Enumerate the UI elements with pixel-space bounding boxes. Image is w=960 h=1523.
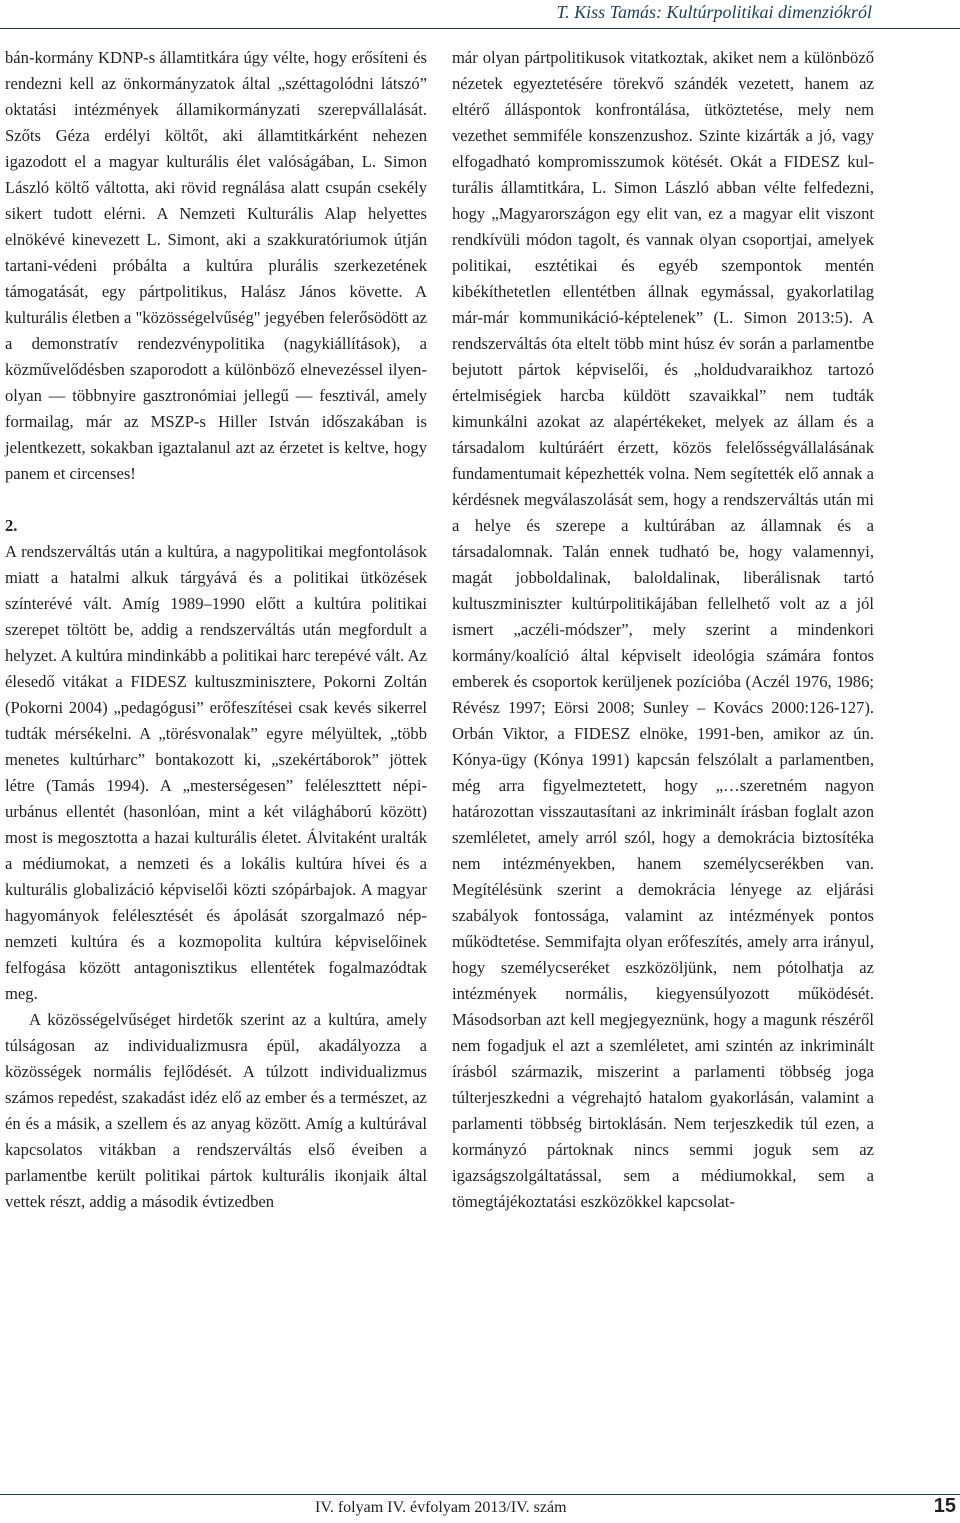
running-header (0, 0, 960, 30)
left-paragraph-2: A rendszerváltás után a kultúra, a nagypolitikai megfontolások miatt a hatalmi alkuk tárgyává és a politikai ütközések színterévé vált. Amíg 1989–1990 előtt a kultúra politikai szerepet töltött be, addig a rendszerváltás után megfordult a helyzet. A kultúra mindinkább a politikai harc terepévé vált. Az élesedő vitákat a FIDESZ kultuszminisztere, Pokorni Zoltán (Pokorni 2004) „pedagógusi” erőfeszítései csak kevés sikerrel tudták mérsékelni. A „törésvonalak” egyre mélyültek, „több menetes kultúrharc” bontakozott ki, „szekértáborok” jöttek létre (Tamás 1994). A „mesterségesen” feléleszttett népi-urbánus ellentét (hasonlóan, mint a két világháború között) most is megosztotta a hazai kulturális életet. Álvitaként uralták a médiumokat, a nemzeti és a lokális kultúra hívei és a kulturális globalizáció képviselői közti szópárbajok. A magyar hagyományok felélesztését és ápolását szorgalmazó nép-nemzeti kultúra és a kozmopolita kultúra képviselőinek felfogása között antagonisztikus ellentétek fogalmazódtak meg. (5, 542, 427, 1003)
footer-rule (0, 1494, 960, 1495)
right-paragraph-1: már olyan pártpolitikusok vitatkoztak, akiket nem a különböző nézetek egyeztetésére törekvő szándék vezetett, hanem az eltérő álláspontok konfrontálása, ütköztetése, mely nem vezethet semmiféle konszenzushoz. Szinte kizárták a jó, vagy elfogadható kompromisszumok kötését. Okát a FIDESZ kulturális államtitkára, L. Simon László abban vélte felfedezni, hogy „Magyarországon egy elit van, ez a magyar elit viszont rendkívüli módon tagolt, és vannak olyan csoportjai, amelyek politikai, esztétikai és egyéb szempontok mentén kibékíthetetlen ellentétben állnak egymással, gyakorlatilag már-már kommunikáció-képtelenek” (L. Simon 2013:5). A rendszerváltás óta eltelt több mint húsz év során a parlamentbe bejutott pártok képviselői, és „holdudvaraikhoz tartozó értelmiségiek harcba küldött szavaikkal” nem tudták kimunkálni azokat az alapértékeket, melyek az állam és a társadalom kultúráért érzett, közös felelősségvállalásának fundamentumait képezhették volna. Nem segítették elő annak a kérdésnek megválaszolását sem, hogy a rendszerváltás után mi a helye és szerepe a kultúrában az államnak és a társadalomnak. Talán ennek tudható be, hogy valamennyi, magát jobboldalinak, baloldalinak, liberálisnak tartó kultuszminiszter kultúrpolitikájában fellelhető volt az a jól ismert „aczéli-módszer”, mely szerint a mindenkori kormány/koalíció által képviselt ideológia számára fontos emberek és csoportok kerüljenek pozícióba (Aczél 1976, 1986; Révész 1997; Eörsi 2008; Sunley – Kovács 2000:126-127). Orbán Viktor, a FIDESZ elnöke, 1991-ben, amikor az ún. Kónya-ügy (Kónya 1991) kapcsán felszólalt a parlamentben, még arra figyelmeztetett, hogy „…szeretném nagyon határozottan visszautasítani az inkriminált írásban foglalt azon szemléletet, amely arról szól, hogy a demokrácia biztosítéka nem intézményekben, hanem személycserékben van. Megítélésünk szerint a demokrácia lényege az eljárási szabályok fontossága, valamint az intézmények pontos működtetése. Semmifajta olyan erőfeszítés, amely arra irányul, hogy személycseréket eszközöljünk, nem pótolhatja az intézmények normális, kiegyensúlyozott működését. Másodsorban azt kell megjegyeznünk, hogy a magunk részéről nem fogadjuk el azt a szemléletet, ami szintén az inkriminált írásból származik, miszerint a parlamenti többség joga túlterjeszkedni a végrehajtó hatalom gyakorlásán, valamint a parlamenti többség birtoklásán. Nem terjeszkedik túl ezen, a kormányzó pártoknak nincs semmi joguk sem az igazságszolgáltatással, sem a médiumokkal, sem a tömegtájékoztatási eszközökkel kapcsolat- (452, 48, 874, 1211)
left-paragraph-3: A közösségelvűséget hirdetők szerint az a kultúra, amely túlságosan az individualizmusra épül, akadályozza a közösségek normális fejlődését. A túlzott individualizmus számos repedést, szakadást idéz elő az ember és a természet, az én és a másik, a szellem és az anyag között. Amíg a kultúrával kapcsolatos vitákban a rendszerváltás első éveiben a parlamentbe került politikai pártok kulturális ikonjaik által vettek részt, addig a második évtizedben (5, 1010, 427, 1211)
left-column (5, 45, 427, 1215)
page-number: 15 (933, 1495, 956, 1517)
running-title: T. Kiss Tamás: Kultúrpolitikai dimenziókról (556, 2, 872, 22)
left-paragraph-1: bán-kormány KDNP-s államtitkára úgy vélte, hogy erősíteni és rendezni kell az önkormányzatok által „széttagolódni látszó” oktatási intézmények államikormányzati szerepvállalását. Szőts Géza erdélyi költőt, aki államtitkárként nehezen igazodott el a magyar kulturális élet valóságában, L. Simon László költő váltotta, aki rövid regnálása alatt csupán csekély sikert tudott elérni. A Nemzeti Kulturális Alap helyettes elnökévé kinevezett L. Simont, aki a szakkuratóriumok útján tartani-védeni próbálta a kultúra plurális szerkezetének támogatását, egy pártpolitikus, Halász János követte. A kulturális életben a "közösségelvűség" jegyében felerősödött az a demonstratív rendezvénypolitika (nagykiállítások), a közművelődésben szaporodott a különböző elnevezéssel ilyen-olyan — többnyire gasztronómiai jellegű — fesztivál, amely formailag, már az MSZP-s Hiller István időszakában is jelentkezett, sokakban igaztalanul azt az érzetet is keltve, hogy panem et circenses! (5, 48, 427, 483)
section-number: 2. (5, 516, 18, 535)
right-column (452, 45, 874, 1215)
page-footer (0, 1494, 960, 1523)
section-heading (5, 513, 427, 539)
header-rule (0, 28, 960, 29)
issue-info: IV. folyam IV. évfolyam 2013/IV. szám (315, 1499, 567, 1516)
